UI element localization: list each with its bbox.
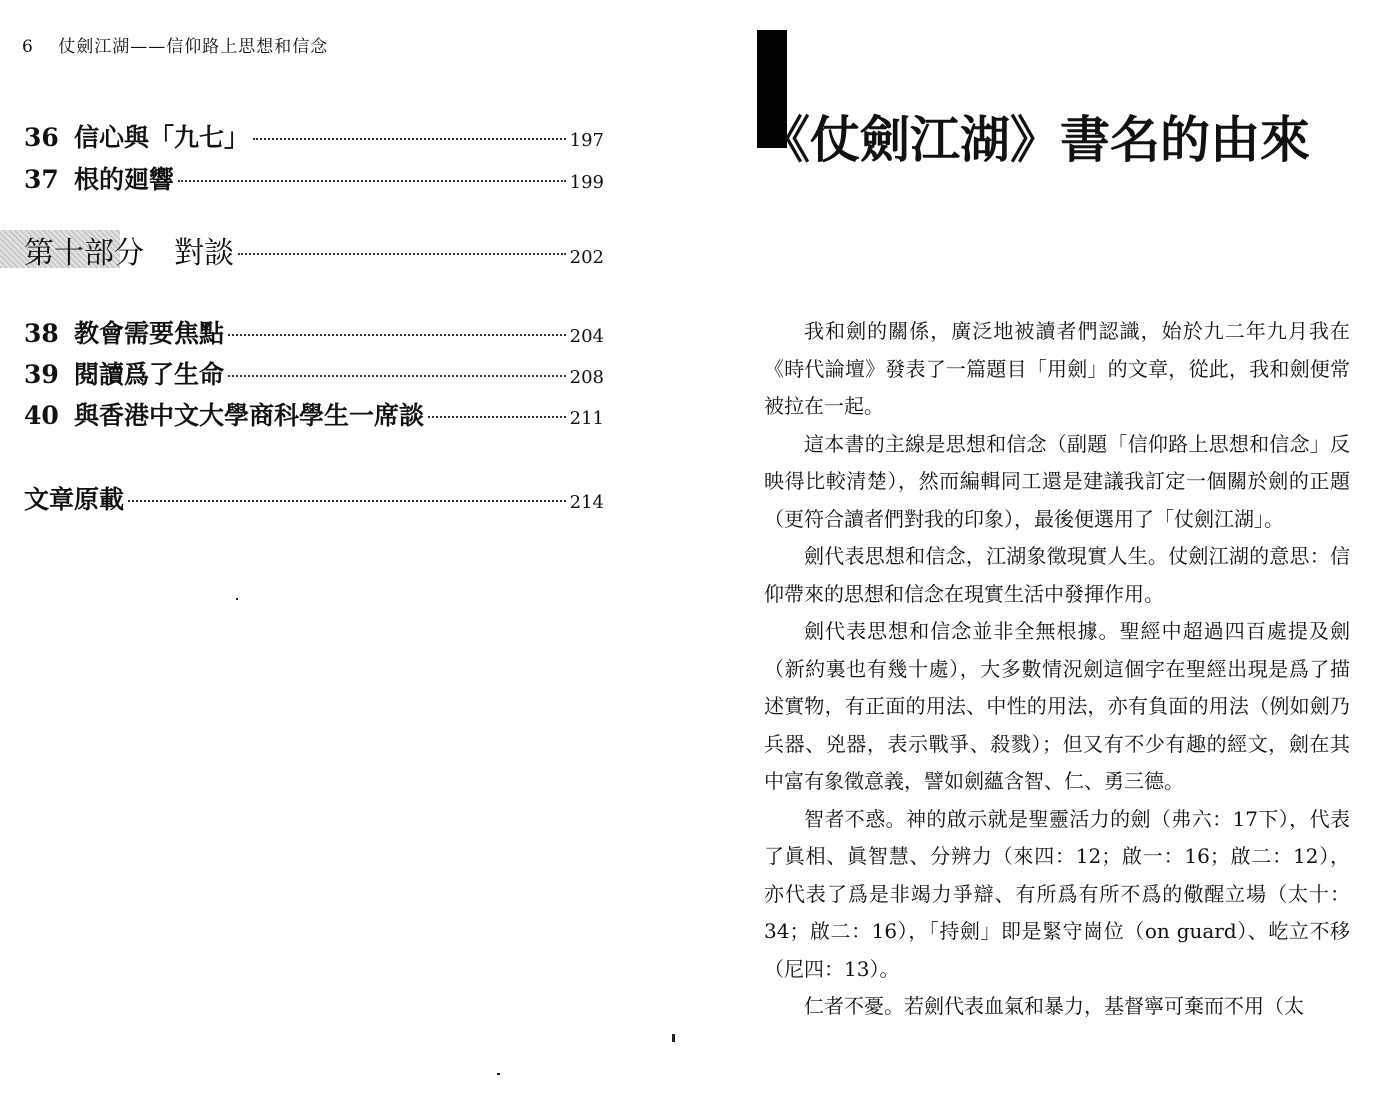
part-page: 202	[569, 247, 604, 268]
part-name: 對談	[174, 236, 234, 271]
toc-entry	[24, 396, 604, 432]
dot-leader	[178, 180, 566, 182]
chapter-title: 《仗劍江湖》書名的由來	[760, 110, 1310, 169]
appendix-title: 文章原載	[24, 485, 125, 514]
paragraph: 仁者不憂。若劍代表血氣和暴力，基督寧可棄而不用（太	[804, 994, 1304, 1018]
part-heading	[0, 228, 604, 272]
body-text	[764, 313, 1350, 1026]
toc-entry	[24, 118, 604, 154]
dot-leader	[238, 253, 566, 255]
dot-leader	[428, 416, 566, 418]
page-number: 6	[22, 37, 34, 57]
toc-entry-title: 根的廻響	[74, 165, 175, 194]
toc-entry-page: 197	[569, 130, 604, 151]
paragraph: 我和劍的關係，廣泛地被讀者們認識，始於九二年九月我在《時代論壇》發表了一篇題目「用劍」的文章，從此，我和劍便常被拉在一起。	[764, 319, 1350, 418]
dot-leader	[128, 500, 566, 502]
toc-entry	[24, 314, 604, 350]
paragraph: 這本書的主線是思想和信念（副題「信仰路上思想和信念」反映得比較清楚），然而編輯同工還是建議我訂定一個關於劍的正題（更符合讀者們對我的印象），最後便選用了「仗劍江湖」。	[764, 431, 1350, 531]
part-label: 第十部分	[24, 236, 144, 271]
toc-entry-title: 信心與「九七」	[74, 123, 250, 152]
toc-entry-number: 40	[24, 401, 59, 430]
toc-entry	[24, 355, 604, 391]
toc-entry-number: 39	[24, 360, 59, 389]
toc-entry-page: 208	[569, 367, 604, 388]
toc-entry-number: 38	[24, 319, 59, 348]
appendix-entry	[24, 480, 604, 516]
toc-entry-title: 教會需要焦點	[74, 319, 225, 348]
paragraph: 劍代表思想和信念並非全無根據。聖經中超過四百處提及劍（新約裏也有幾十處），大多數情況劍這個字在聖經出現是爲了描述實物，有正面的用法、中性的用法，亦有負面的用法（例如劍乃兵器、兇器，表示戰爭、殺戮）；但又有不少有趣的經文，劍在其中富有象徵意義，譬如劍蘊含智、仁、勇三德。	[764, 619, 1350, 793]
right-page	[700, 0, 1400, 1098]
running-title: 仗劍江湖——信仰路上思想和信念	[58, 37, 329, 57]
dot-leader	[228, 375, 566, 377]
toc-entry-number: 37	[24, 165, 59, 194]
toc-entry-title: 與香港中文大學商科學生一席談	[74, 401, 425, 430]
running-header	[22, 32, 328, 57]
toc-entry-number: 36	[24, 123, 59, 152]
toc-entry-page: 211	[569, 408, 604, 429]
toc-entry-title: 閱讀爲了生命	[74, 360, 225, 389]
dot-leader	[228, 334, 566, 336]
paragraph: 智者不惑。神的啟示就是聖靈活力的劍（弗六：17下），代表了眞相、眞智慧、分辨力（來四：12；啟一：16；啟二：12），亦代表了爲是非竭力爭辯、有所爲有所不爲的儆醒立場（太十：34；啟二：16），「持劍」即是緊守崗位（on guard）、屹立不移（尼四：13）。	[764, 806, 1350, 981]
dot-leader	[253, 138, 566, 140]
toc-entry-page: 204	[569, 326, 604, 347]
toc-entry	[24, 160, 604, 196]
paragraph: 劍代表思想和信念，江湖象徵現實人生。仗劍江湖的意思：信仰帶來的思想和信念在現實生活中發揮作用。	[764, 544, 1350, 606]
toc-entry-page: 199	[569, 172, 604, 193]
appendix-page: 214	[569, 492, 604, 513]
